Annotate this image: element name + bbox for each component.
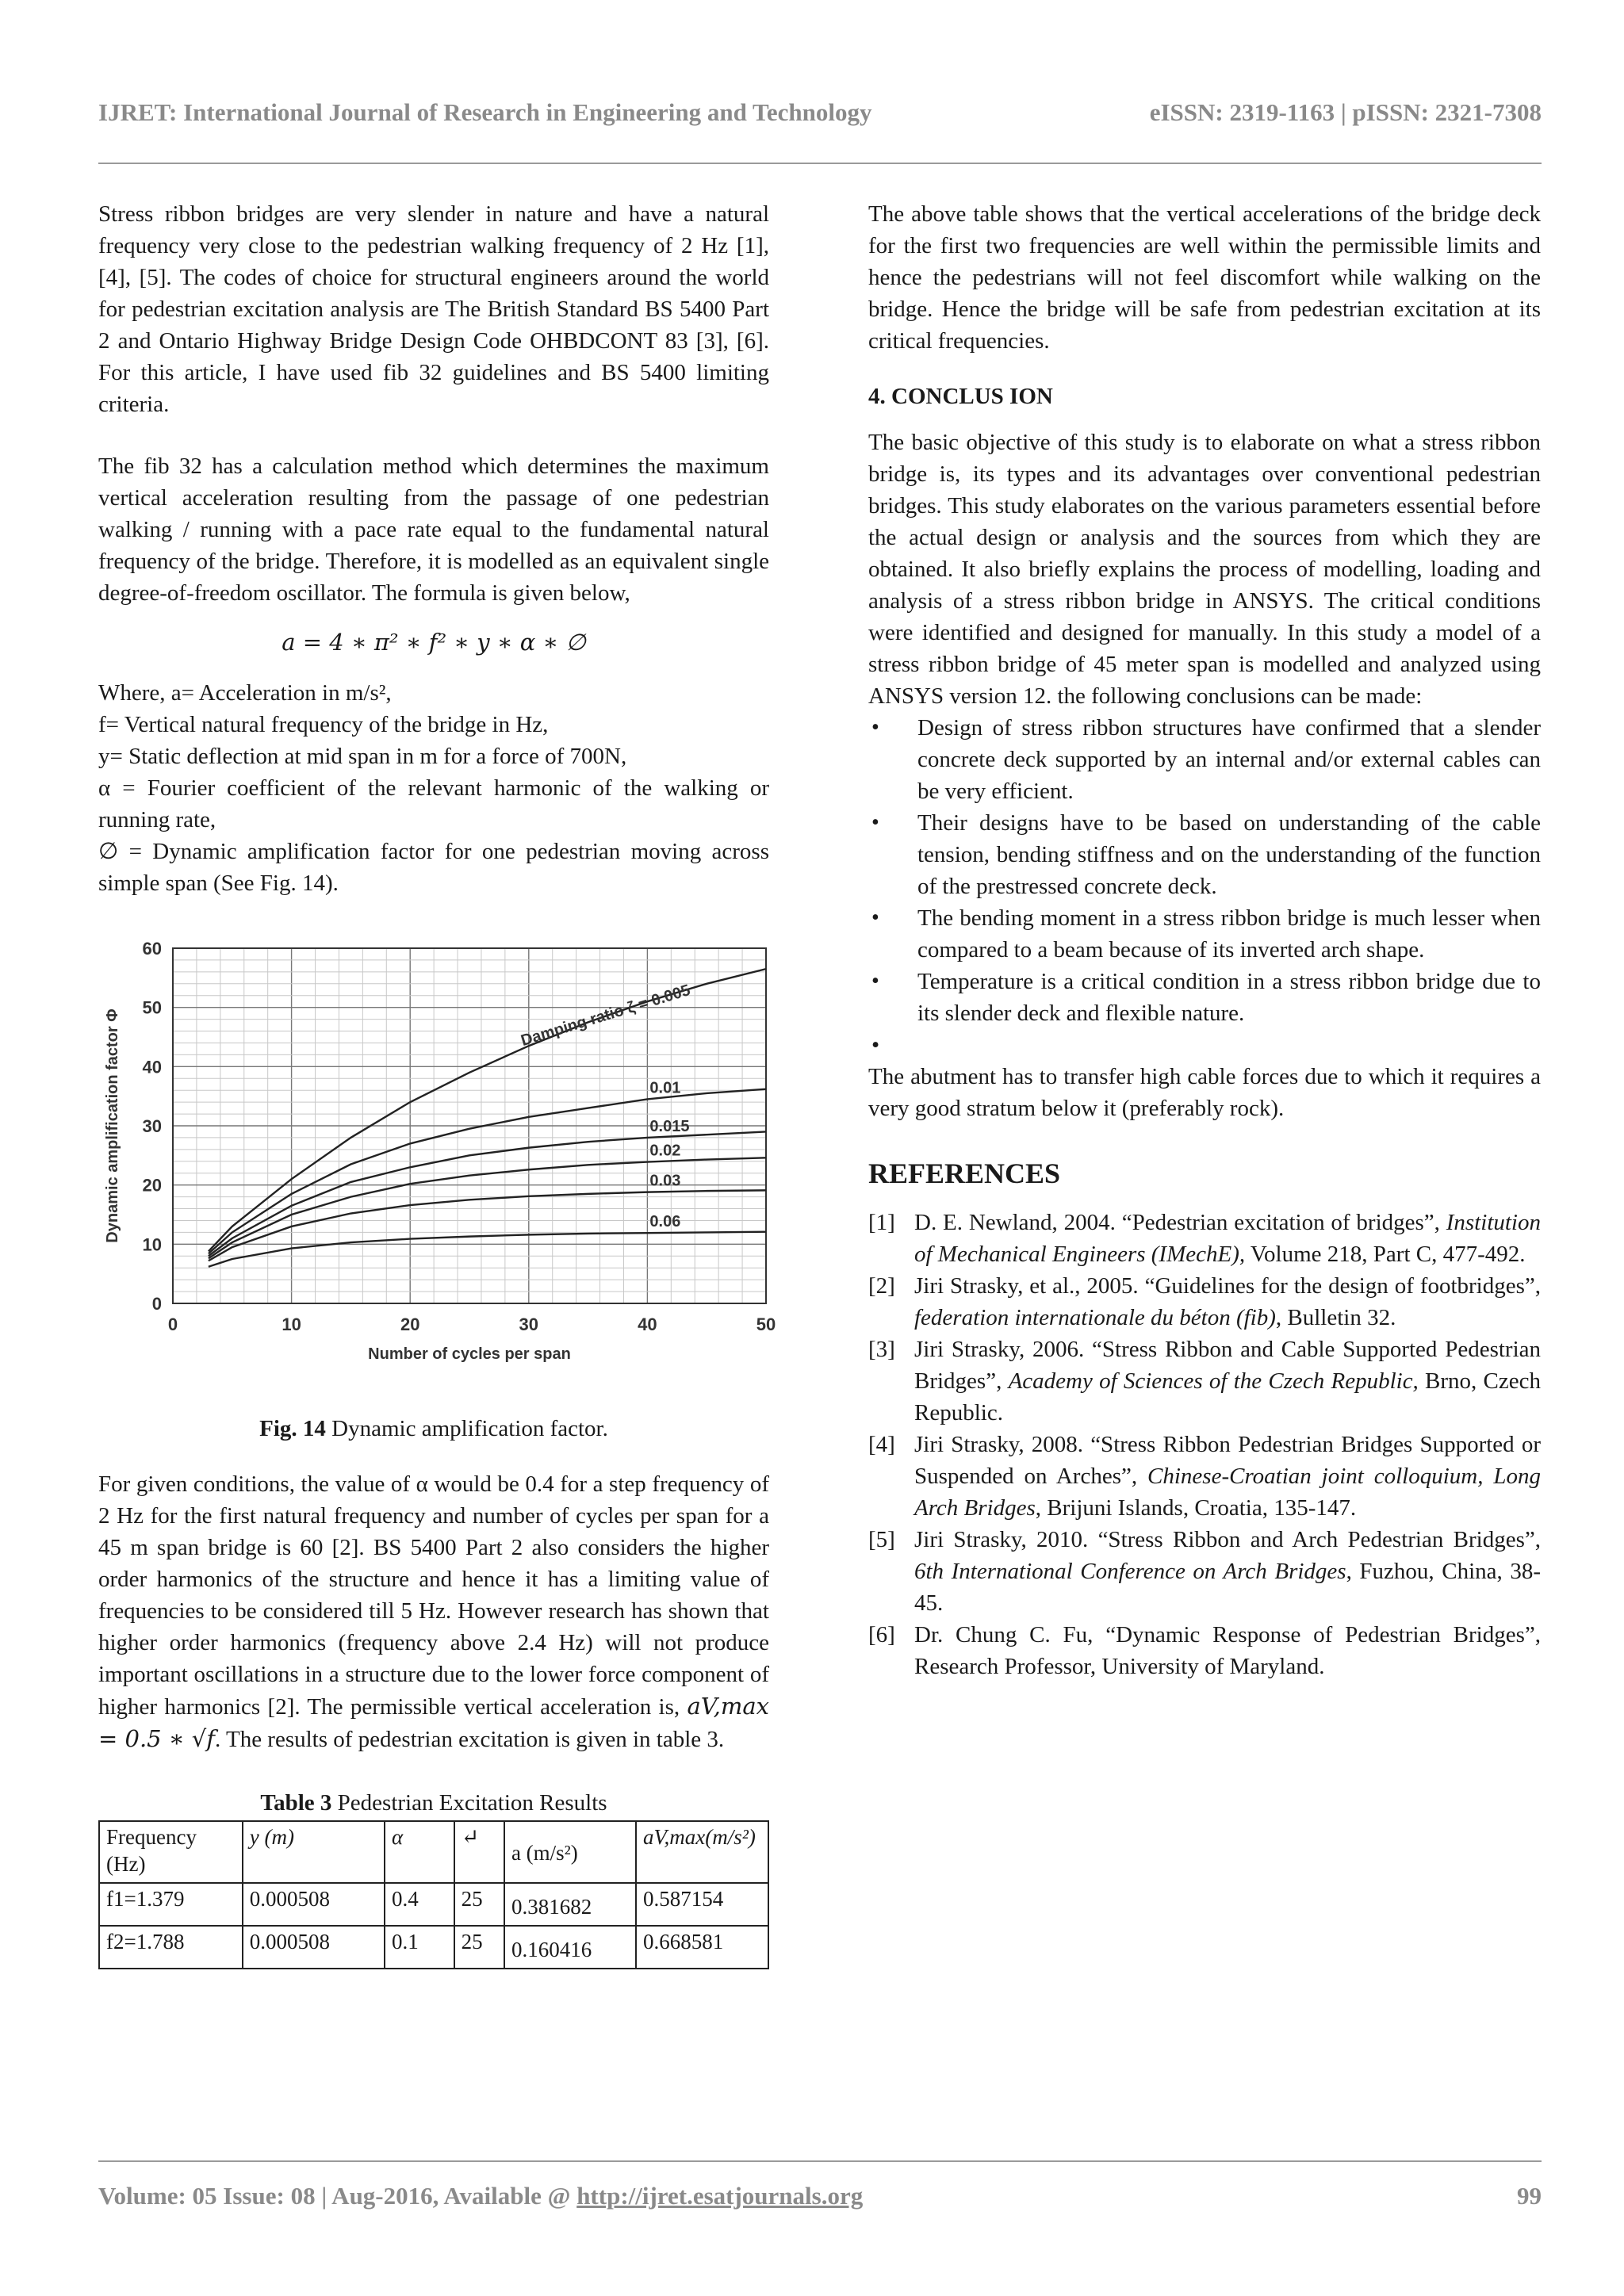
cell: 0.668581 <box>636 1926 768 1969</box>
table-row <box>99 1926 768 1969</box>
paragraph: The above table shows that the vertical accelerations of the bridge deck for the first two frequencies are well within the permissible limits and hence the pedestrians will not feel discomfort while walking on the bridge. Hence the bridge will be safe from pedestrian excitation at its critical frequencies. <box>868 201 1541 354</box>
paragraph: The fib 32 has a calculation method which determines the maximum vertical acceleration resulting from the passage of one pedestrian walking / running with a pace rate equal to the fundamental natural frequency of the bridge. Therefore, it is modelled as an equivalent single degree-of-freedom oscillator. The formula is given below, <box>98 453 769 606</box>
x-axis-label: Number of cycles per span <box>368 1345 571 1363</box>
header-cell: α <box>385 1821 454 1883</box>
header-cell: y (m) <box>243 1821 385 1883</box>
paragraph: For given conditions, the value of α would be 0.4 for a step frequency of 2 Hz for the first natural frequency and number of cycles per span for a 45 m span bridge is 60 [2]. BS 5400 Part 2 also considers the higher order harmonics of the structure and hence it has a limiting value of frequencies to be considered till 5 Hz. However research has shown that higher order harmonics (frequency above 2.4 Hz) will not produce important oscillations in a structure due to the lower force component of higher harmonics [2]. The permissible vertical acceleration is, aV,max = 0.5 ∗ √f. The results of pedestrian excitation is given in table 3. <box>98 1471 770 1752</box>
y-axis-label: Dynamic amplification factor Φ <box>104 1008 121 1243</box>
results-table <box>98 1820 769 1969</box>
paragraph: The abutment has to transfer high cable forces due to which it requires a very good stratum below it (preferably rock). <box>868 1064 1541 1121</box>
footer-rule <box>98 2160 1542 2162</box>
series-line <box>209 1190 766 1261</box>
cell: 0.587154 <box>636 1883 768 1926</box>
series-label: 0.02 <box>649 1142 681 1160</box>
page-number: 99 <box>1517 2182 1542 2210</box>
list-item: • Design of stress ribbon structures have confirmed that a slender concrete deck supported by an internal and/or external cables can be very efficient. <box>868 712 1541 807</box>
y-tick-label: 30 <box>142 1116 162 1136</box>
figure-caption: Fig. 14 Dynamic amplification factor. <box>259 1416 608 1441</box>
header-rule <box>98 163 1542 164</box>
cell: 0.160416 <box>504 1926 636 1969</box>
definition: ∅ = Dynamic amplification factor for one pedestrian moving across simple span (See Fig. 14). <box>98 839 769 896</box>
cell: f1=1.379 <box>99 1883 243 1926</box>
x-tick-label: 0 <box>167 1314 178 1334</box>
empty-list-item <box>868 1029 1541 1061</box>
series-label: 0.015 <box>649 1117 690 1135</box>
figure-14 <box>98 939 776 1408</box>
paragraph: The basic objective of this study is to elaborate on what a stress ribbon bridge is, its types and its advantages over conventional pedestrian bridges. This study elaborates on the various parameters essential before the actual design or analysis and the sources from which they are obtained. It also briefly explains the process of modelling, loading and analysis of a stress ribbon bridge in ANSYS. The critical conditions were identified and designed for manually. In this study a model of a stress ribbon bridge of 45 meter span is modelled and analyzed using ANSYS version 12. the following conclusions can be made: <box>868 430 1541 709</box>
x-tick-label: 50 <box>756 1314 776 1334</box>
acceleration-formula: a = 4 ∗ π² ∗ f² ∗ y ∗ α ∗ ∅ <box>282 629 586 656</box>
series-line <box>209 1232 766 1267</box>
list-item: • The bending moment in a stress ribbon bridge is much lesser when compared to a beam because of its inverted arch shape. <box>868 902 1541 966</box>
x-tick-label: 40 <box>638 1314 657 1334</box>
table-row <box>99 1883 768 1926</box>
cell: 0.000508 <box>243 1926 385 1969</box>
series-label: 0.03 <box>649 1172 681 1190</box>
reference-item: [1] D. E. Newland, 2004. “Pedestrian excitation of bridges”, Institution of Mechanical Engineers (IMechE), Volume 218, Part C, 477-492. <box>868 1210 1541 1267</box>
y-tick-label: 50 <box>142 997 162 1018</box>
page-header <box>98 98 1542 127</box>
y-tick-label: 40 <box>142 1057 162 1077</box>
cell: 0.381682 <box>504 1883 636 1926</box>
cell: f2=1.788 <box>99 1926 243 1969</box>
cell: 0.4 <box>385 1883 454 1926</box>
conclusion-list <box>868 712 1541 1029</box>
header-cell: aV,max(m/s²) <box>636 1821 768 1883</box>
definition: Where, a= Acceleration in m/s², <box>98 680 392 706</box>
definition: α = Fourier coefficient of the relevant harmonic of the walking or running rate, <box>98 775 769 832</box>
x-tick-label: 30 <box>519 1314 539 1334</box>
references-heading: REFERENCES <box>868 1158 1061 1189</box>
journal-title: IJRET: International Journal of Research in Engineering and Technology <box>98 98 872 126</box>
cell: 25 <box>454 1926 504 1969</box>
page-footer <box>98 2182 1542 2210</box>
reference-item: [5] Jiri Strasky, 2010. “Stress Ribbon and Arch Pedestrian Bridges”, 6th International Conference on Arch Bridges, Fuzhou, China, 38-45. <box>868 1527 1541 1616</box>
reference-item: [6] Dr. Chung C. Fu, “Dynamic Response of Pedestrian Bridges”, Research Professor, University of Maryland. <box>868 1622 1541 1679</box>
list-item: • Temperature is a critical condition in a stress ribbon bridge due to its slender deck and flexible nature. <box>868 966 1541 1029</box>
series-label: 0.06 <box>649 1213 681 1231</box>
list-item: • Their designs have to be based on understanding of the cable tension, bending stiffness and on the understanding of the function of the prestressed concrete deck. <box>868 807 1541 902</box>
volume-info: Volume: 05 Issue: 08 | Aug-2016, Available @ <box>98 2182 577 2210</box>
y-tick-label: 0 <box>151 1294 162 1314</box>
x-tick-label: 10 <box>282 1314 301 1334</box>
header-cell: a (m/s²) <box>504 1821 636 1883</box>
section-heading: 4. CONCLUS ION <box>868 384 1053 409</box>
series-label: 0.01 <box>649 1079 681 1097</box>
table-caption: Table 3 Pedestrian Excitation Results <box>260 1790 607 1816</box>
table-header-row <box>99 1821 768 1883</box>
journal-link[interactable]: http://ijret.esatjournals.org <box>576 2182 864 2210</box>
cell: 25 <box>454 1883 504 1926</box>
damping-ratio-annotation: Damping ratio ζ = 0.005 <box>519 982 693 1050</box>
y-tick-label: 60 <box>142 939 162 959</box>
issn: eISSN: 2319-1163 | pISSN: 2321-7308 <box>1149 98 1542 126</box>
y-tick-label: 20 <box>142 1175 162 1196</box>
header-cell: Frequency (Hz) <box>99 1821 243 1883</box>
x-tick-label: 20 <box>400 1314 420 1334</box>
cell: 0.1 <box>385 1926 454 1969</box>
dynamic-amplification-chart <box>98 939 776 1408</box>
reference-item: [3] Jiri Strasky, 2006. “Stress Ribbon and Cable Supported Pedestrian Bridges”, Academy of Sciences of the Czech Republic, Brno, Czech Republic. <box>868 1337 1541 1425</box>
y-tick-label: 10 <box>142 1234 162 1255</box>
right-column <box>868 198 1541 1682</box>
left-column <box>98 198 776 1969</box>
references-list <box>868 1207 1541 1682</box>
reference-item: [2] Jiri Strasky, et al., 2005. “Guidelines for the design of footbridges”, federation internationale du béton (fib), Bulletin 32. <box>868 1273 1541 1330</box>
reference-item: [4] Jiri Strasky, 2008. “Stress Ribbon Pedestrian Bridges Supported or Suspended on Arches”, Chinese-Croatian joint colloquium, Long Arch Bridges, Brijuni Islands, Croatia, 135-147. <box>868 1432 1541 1521</box>
definitions <box>98 677 769 899</box>
permissible-acceleration-formula: aV,max = 0.5 ∗ √f <box>98 1693 770 1752</box>
cell: 0.000508 <box>243 1883 385 1926</box>
header-cell: ↵ <box>454 1821 504 1883</box>
paragraph: Stress ribbon bridges are very slender in nature and have a natural frequency very close to the pedestrian walking frequency of 2 Hz [1], [4], [5]. The codes of choice for structural engineers around the world for pedestrian excitation analysis are The British Standard BS 5400 Part 2 and Ontario Highway Bridge Design Code OHBDCONT 83 [3], [6]. For this article, I have used fib 32 guidelines and BS 5400 limiting criteria. <box>98 201 769 417</box>
definition: f= Vertical natural frequency of the bridge in Hz, <box>98 712 549 737</box>
definition: y= Static deflection at mid span in m for a force of 700N, <box>98 744 627 769</box>
